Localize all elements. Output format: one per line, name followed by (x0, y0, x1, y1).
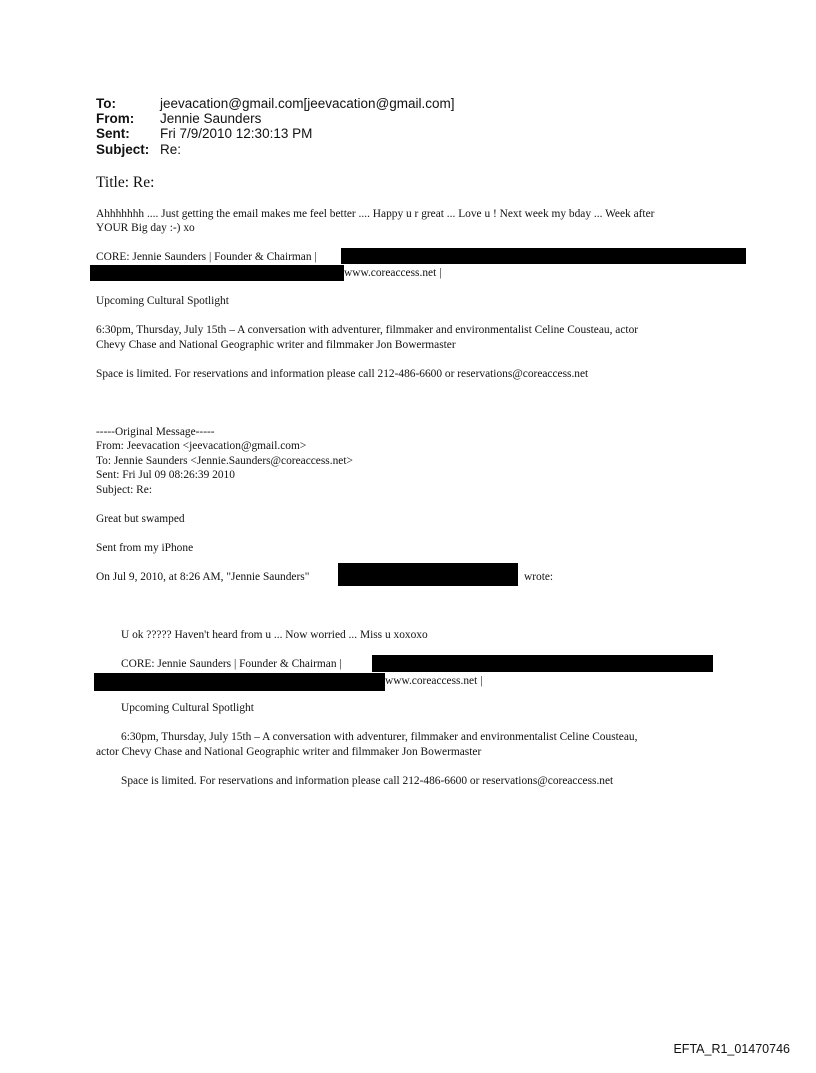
original-to: To: Jennie Saunders <Jennie.Saunders@coreaccess.net> (96, 455, 353, 467)
subject-label: Subject: (96, 142, 150, 157)
sent-label: Sent: (96, 126, 130, 141)
redaction-block (338, 563, 518, 586)
from-label: From: (96, 111, 135, 126)
quoted-spotlight-heading: Upcoming Cultural Spotlight (121, 702, 254, 714)
wrote-suffix: wrote: (524, 571, 554, 583)
redaction-block (94, 673, 385, 691)
original-from: From: Jeevacation <jeevacation@gmail.com> (96, 440, 307, 452)
email-title: Title: Re: (96, 174, 155, 191)
spotlight-heading: Upcoming Cultural Spotlight (96, 295, 229, 307)
reservation-line: Space is limited. For reservations and information please call 212-486-6600 or reservations@coreaccess.net (96, 368, 589, 380)
body-line-1: Ahhhhhhh .... Just getting the email makes me feel better .... Happy u r great ... Love u ! Next week my bday ... Week after (96, 208, 655, 220)
original-message: Great but swamped (96, 513, 185, 525)
quoted-signature-line-1: CORE: Jennie Saunders | Founder & Chairman | (121, 658, 342, 670)
redaction-block (372, 655, 713, 672)
wrote-prefix: On Jul 9, 2010, at 8:26 AM, "Jennie Saunders" (96, 571, 310, 583)
document-id: EFTA_R1_01470746 (673, 1042, 790, 1056)
event-line-1: 6:30pm, Thursday, July 15th – A conversation with adventurer, filmmaker and environmentalist Celine Cousteau, actor (96, 324, 639, 336)
signature-line-2: www.coreaccess.net | (344, 267, 442, 279)
body-line-2: YOUR Big day :-) xo (96, 222, 195, 234)
redaction-block (341, 248, 746, 264)
original-subject: Subject: Re: (96, 484, 152, 496)
to-label: To: (96, 96, 116, 111)
quoted-event-line-1: 6:30pm, Thursday, July 15th – A conversation with adventurer, filmmaker and environmentalist Celine Cousteau, (121, 731, 638, 743)
redaction-block (90, 265, 344, 281)
signature-line-1: CORE: Jennie Saunders | Founder & Chairman | (96, 251, 317, 263)
original-divider: -----Original Message----- (96, 426, 215, 438)
quoted-line-1: U ok ????? Haven't heard from u ... Now worried ... Miss u xoxoxo (121, 629, 428, 641)
to-value: jeevacation@gmail.com[jeevacation@gmail.com] (160, 96, 455, 111)
sent-from-device: Sent from my iPhone (96, 542, 194, 554)
event-line-2: Chevy Chase and National Geographic writer and filmmaker Jon Bowermaster (96, 339, 456, 351)
quoted-signature-line-2: www.coreaccess.net | (385, 675, 483, 687)
sent-value: Fri 7/9/2010 12:30:13 PM (160, 126, 313, 141)
original-sent: Sent: Fri Jul 09 08:26:39 2010 (96, 469, 235, 481)
from-value: Jennie Saunders (160, 111, 262, 126)
subject-value: Re: (160, 142, 182, 157)
quoted-reservation-line: Space is limited. For reservations and information please call 212-486-6600 or reservations@coreaccess.net (121, 775, 614, 787)
quoted-event-line-2: actor Chevy Chase and National Geographic writer and filmmaker Jon Bowermaster (96, 746, 482, 758)
